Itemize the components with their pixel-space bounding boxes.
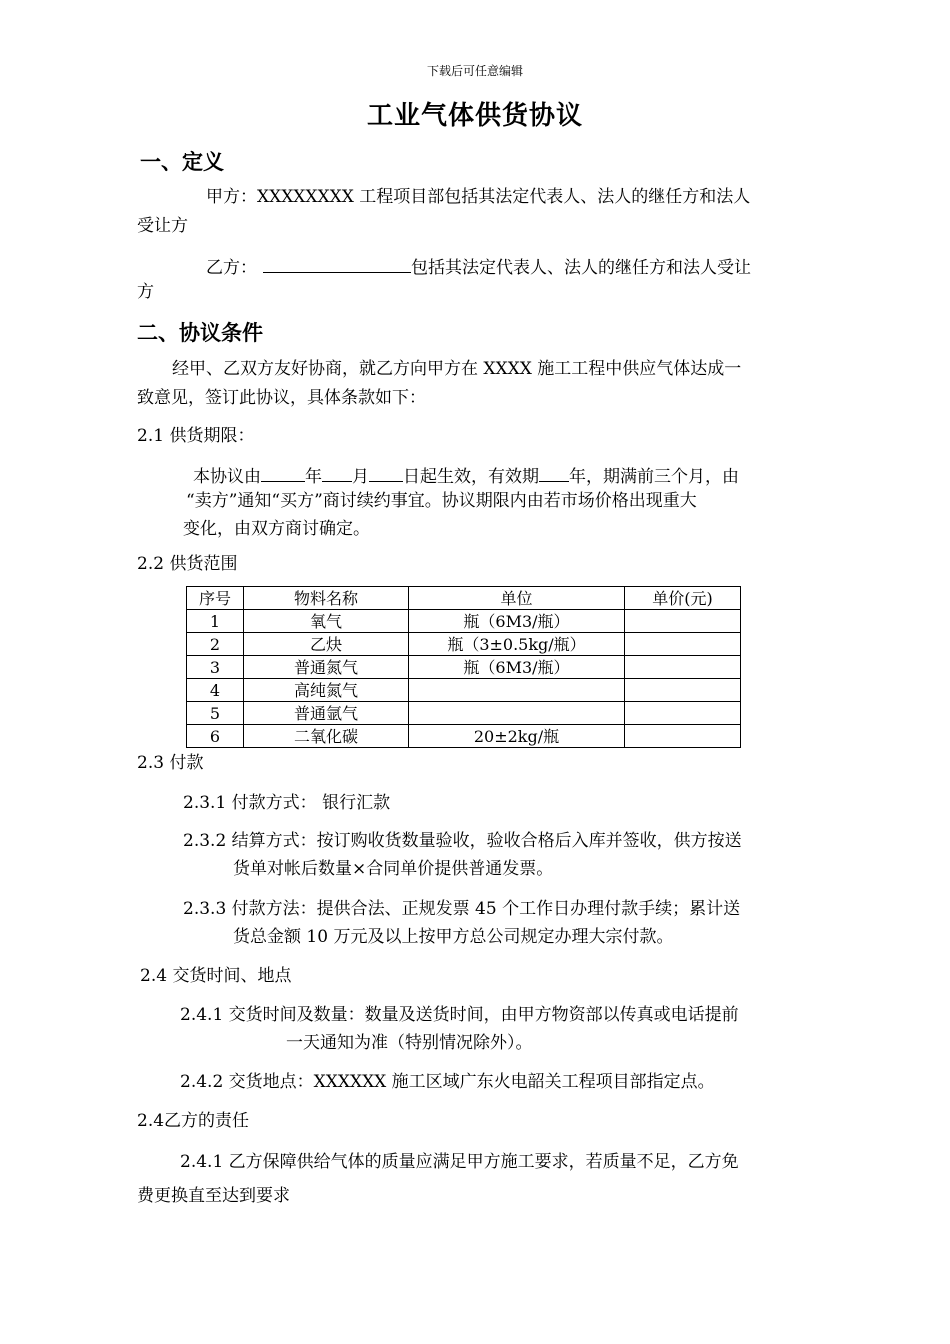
- cell-price: [625, 610, 741, 633]
- col-header-material: 物料名称: [244, 587, 409, 610]
- cell-price: [625, 656, 741, 679]
- table-row: [187, 633, 741, 656]
- settlement-line2: 货单对帐后数量×合同单价提供普通发票。: [233, 859, 554, 879]
- cell-material: 乙炔: [244, 633, 409, 656]
- term-text-month: 月: [352, 467, 369, 487]
- table-row: [187, 656, 741, 679]
- subsection-2-4-heading: 2.4 交货时间、地点: [140, 966, 292, 986]
- term-text-end: 年，期满前三个月，由: [569, 467, 739, 487]
- cell-material: 二氧化碳: [244, 725, 409, 748]
- cell-unit: 瓶（3±0.5kg/瓶）: [409, 633, 625, 656]
- payment-terms-line1: 2.3.3 付款方法：提供合法、正规发票 45 个工作日办理付款手续；累计送: [183, 899, 741, 919]
- party-b-line2: 方: [137, 282, 154, 302]
- cell-unit: 20±2kg/瓶: [409, 725, 625, 748]
- cell-price: [625, 679, 741, 702]
- party-b-suffix: 包括其法定代表人、法人的继任方和法人受让: [411, 258, 751, 278]
- cell-material: 普通氩气: [244, 702, 409, 725]
- responsibility-line2: 费更换直至达到要求: [137, 1186, 290, 1206]
- cell-no: 1: [187, 610, 244, 633]
- year-blank: [261, 463, 305, 482]
- subsection-2-1-heading: 2.1 供货期限：: [137, 426, 255, 446]
- header-note: 下载后可任意编辑: [426, 64, 523, 78]
- delivery-time-line1: 2.4.1 交货时间及数量：数量及送货时间，由甲方物资部以传真或电话提前: [180, 1005, 739, 1025]
- term-text-start: 本协议由: [193, 467, 261, 487]
- subsection-2-3-heading: 2.3 付款: [137, 753, 204, 773]
- cell-material: 氧气: [244, 610, 409, 633]
- payment-method: 2.3.1 付款方式： 银行汇款: [183, 793, 391, 813]
- table-row: [187, 610, 741, 633]
- cell-no: 4: [187, 679, 244, 702]
- intro-line2: 致意见，签订此协议，具体条款如下：: [137, 388, 426, 408]
- document-title: 工业气体供货协议: [366, 101, 583, 131]
- delivery-time-line2: 一天通知为准（特别情况除外）。: [286, 1033, 533, 1053]
- cell-material: 高纯氮气: [244, 679, 409, 702]
- subsection-responsibility-heading: 2.4乙方的责任: [137, 1111, 250, 1131]
- col-header-no: 序号: [187, 587, 244, 610]
- supply-table: [186, 586, 741, 748]
- party-a-line1: 甲方：XXXXXXXX 工程项目部包括其法定代表人、法人的继任方和法人: [206, 187, 751, 207]
- cell-price: [625, 633, 741, 656]
- term-line3: 变化，由双方商讨确定。: [183, 519, 370, 539]
- cell-no: 2: [187, 633, 244, 656]
- intro-line1: 经甲、乙双方友好协商，就乙方向甲方在 XXXX 施工工程中供应气体达成一: [172, 359, 742, 379]
- cell-unit: 瓶（6M3/瓶）: [409, 610, 625, 633]
- month-blank: [322, 463, 352, 482]
- day-blank: [369, 463, 403, 482]
- col-header-unit: 单位: [409, 587, 625, 610]
- cell-unit: [409, 702, 625, 725]
- responsibility-line1: 2.4.1 乙方保障供给气体的质量应满足甲方施工要求，若质量不足，乙方免: [180, 1152, 739, 1172]
- table-row: [187, 725, 741, 748]
- party-b-prefix: 乙方：: [206, 258, 257, 278]
- cell-price: [625, 702, 741, 725]
- cell-unit: 瓶（6M3/瓶）: [409, 656, 625, 679]
- term-line2: “卖方”通知“买方”商讨续约事宜。协议期限内由若市场价格出现重大: [186, 491, 697, 511]
- cell-unit: [409, 679, 625, 702]
- table-header-row: [187, 587, 741, 610]
- settlement-line1: 2.3.2 结算方式：按订购收货数量验收，验收合格后入库并签收，供方按送: [183, 831, 742, 851]
- cell-no: 3: [187, 656, 244, 679]
- term-text-effective: 日起生效，有效期: [403, 467, 539, 487]
- table-row: [187, 702, 741, 725]
- subsection-2-2-heading: 2.2 供货范围: [137, 554, 238, 574]
- term-line1: [193, 463, 739, 488]
- period-blank: [539, 463, 569, 482]
- payment-terms-line2: 货总金额 10 万元及以上按甲方总公司规定办理大宗付款。: [233, 927, 674, 947]
- col-header-price: 单价(元): [625, 587, 741, 610]
- section-heading-definitions: 一、定义: [140, 150, 224, 174]
- party-b-line1: [206, 254, 751, 279]
- cell-no: 5: [187, 702, 244, 725]
- party-b-blank: [263, 254, 411, 273]
- cell-price: [625, 725, 741, 748]
- party-a-line2: 受让方: [137, 216, 188, 236]
- cell-no: 6: [187, 725, 244, 748]
- delivery-location: 2.4.2 交货地点：XXXXXX 施工区域广东火电韶关工程项目部指定点。: [180, 1072, 715, 1092]
- section-heading-terms: 二、协议条件: [137, 321, 263, 345]
- table-row: [187, 679, 741, 702]
- term-text-year: 年: [305, 467, 322, 487]
- cell-material: 普通氮气: [244, 656, 409, 679]
